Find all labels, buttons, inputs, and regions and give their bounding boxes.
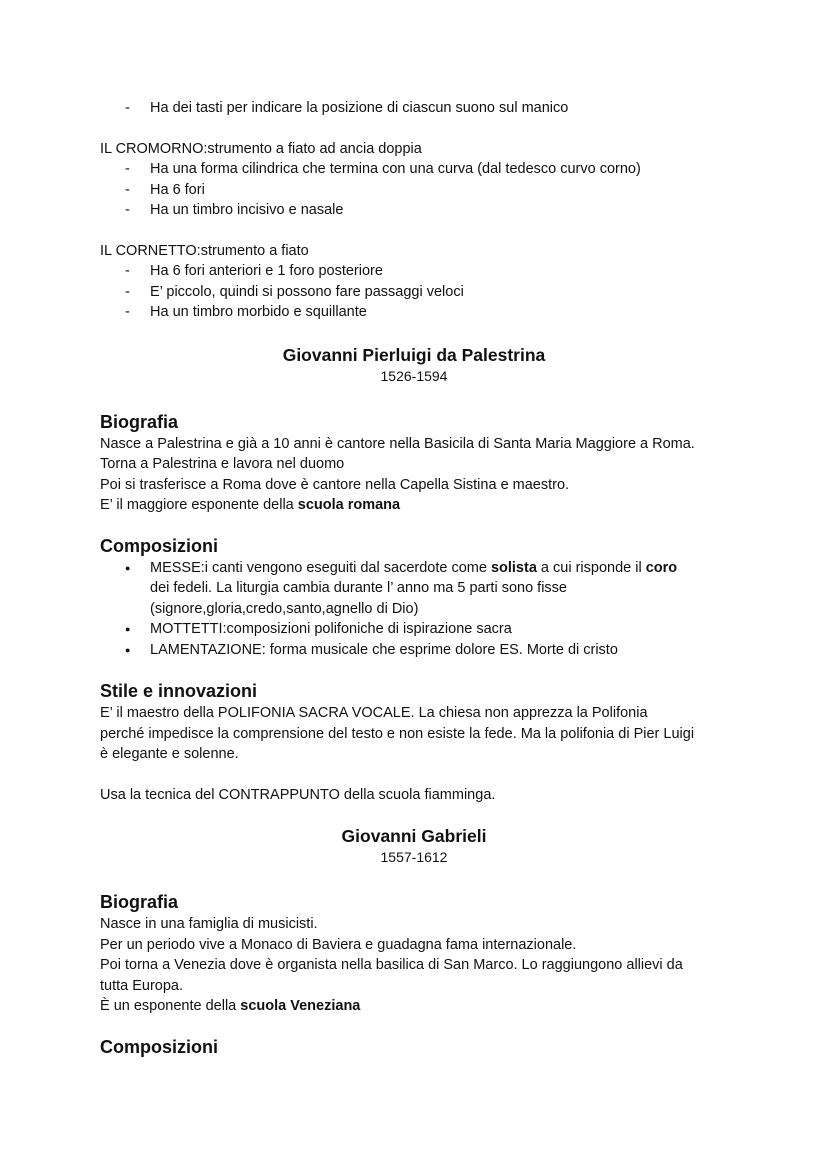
bio-line: Per un periodo vive a Monaco di Baviera e guadagna fama internazionale. (100, 936, 577, 953)
cornetto-heading: IL CORNETTO:strumento a fiato (100, 242, 309, 259)
palestrina-title: Giovanni Pierluigi da Palestrina (282, 344, 546, 365)
list-item: - Ha 6 fori (100, 180, 730, 201)
gabrieli-years: 1557-1612 (380, 849, 448, 865)
messe-bold: coro (645, 559, 678, 576)
gabrieli-comp-heading: Composizioni (100, 1036, 218, 1057)
school-name: scuola Veneziana (240, 998, 361, 1014)
messe-bold: solista (490, 559, 537, 576)
list-item: - Ha dei tasti per indicare la posizione di ciascun suono sul manico (100, 98, 730, 119)
list-item-mottetti: ● MOTTETTI:composizioni polifoniche di ispirazione sacra (100, 619, 730, 640)
list-item: - Ha un timbro incisivo e nasale (100, 200, 730, 221)
style-line: è elegante e solenne. (100, 746, 239, 762)
gabrieli-title: Giovanni Gabrieli (341, 826, 487, 846)
school-name: scuola romana (297, 497, 401, 513)
intro-list (100, 98, 730, 119)
palestrina-comp-heading: Composizioni (100, 535, 218, 556)
list-item-messe (100, 558, 730, 620)
list-item: - Ha una forma cilindrica che termina con una curva (dal tedesco curvo corno) (100, 159, 730, 180)
bio-line: tutta Europa. (100, 977, 184, 994)
compositions-list (100, 558, 730, 661)
bio-line-school (100, 996, 730, 1017)
bio-line: Poi torna a Venezia dove è organista nella basilica di San Marco. Lo raggiungono allievi da (100, 957, 683, 973)
bio-line: Poi si trasferisce a Roma dove è cantore nella Capella Sistina e maestro. (100, 476, 570, 493)
bio-line: Torna a Palestrina e lavora nel duomo (100, 456, 345, 472)
bio-text: È un esponente della (100, 998, 241, 1014)
palestrina-years: 1526-1594 (380, 367, 448, 384)
cromorno-list (100, 159, 730, 221)
list-item: - E’ piccolo, quindi si possono fare passaggi veloci (100, 282, 730, 303)
contrappunto-line: Usa la tecnica del CONTRAPPUNTO della scuola fiamminga. (100, 786, 496, 803)
messe-text: MESSE:i canti vengono eseguiti dal sacerdote come (150, 559, 491, 576)
cornetto-list (100, 261, 730, 323)
messe-text: (signore,gloria,credo,santo,agnello di Dio) (150, 600, 419, 617)
messe-text: dei fedeli. La liturgia cambia durante l’ anno ma 5 parti sono fisse (150, 580, 567, 596)
list-item: - Ha un timbro morbido e squillante (100, 302, 730, 323)
list-item-lamentazione: ● LAMENTAZIONE: forma musicale che esprime dolore ES. Morte di cristo (100, 640, 730, 661)
style-line: E’ il maestro della POLIFONIA SACRA VOCALE. La chiesa non apprezza la Polifonia (100, 705, 648, 721)
bio-line: Nasce a Palestrina e già a 10 anni è cantore nella Basicila di Santa Maria Maggiore a Roma. (100, 435, 695, 452)
bio-line: Nasce in una famiglia di musicisti. (100, 916, 318, 932)
bio-text: E’ il maggiore esponente della (100, 497, 298, 513)
palestrina-style-heading: Stile e innovazioni (100, 681, 258, 701)
list-item: - Ha 6 fori anteriori e 1 foro posteriore (100, 261, 730, 282)
cromorno-heading: IL CROMORNO:strumento a fiato ad ancia doppia (100, 140, 422, 157)
style-line: perché impedisce la comprensione del testo e non esiste la fede. Ma la polifonia di Pier Luigi (100, 725, 695, 742)
messe-text: a cui risponde il (536, 559, 646, 576)
gabrieli-bio-heading: Biografia (100, 892, 179, 912)
palestrina-bio-heading: Biografia (100, 411, 179, 432)
document-page (100, 98, 730, 1059)
bio-line-school (100, 495, 730, 516)
